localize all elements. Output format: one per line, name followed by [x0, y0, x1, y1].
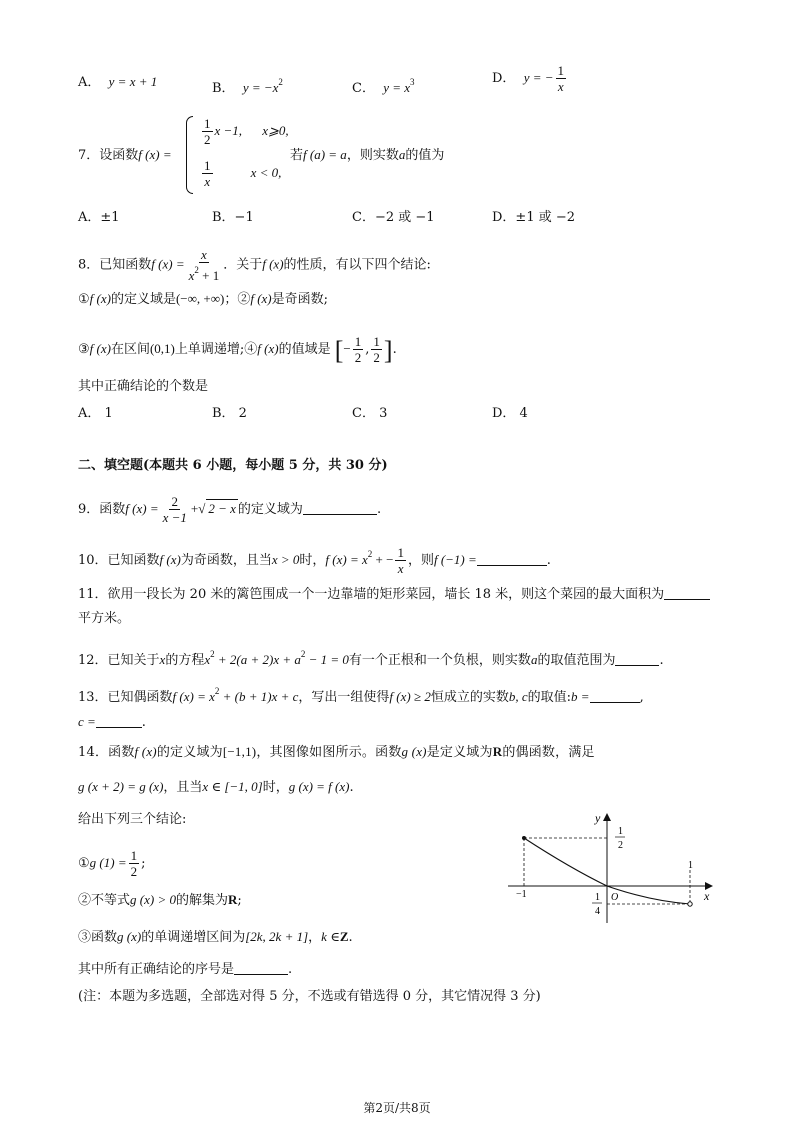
q7-tail: 若f (a) = a，则实数a的值为 [290, 147, 445, 163]
q8-option-d: D． 4 [492, 406, 528, 421]
q6-option-d: D． y = − $\frac{1}{x}$ [492, 63, 565, 94]
label-neg-one: −1 [516, 889, 527, 900]
label-quarter-den: 4 [595, 906, 600, 917]
q14-note: (注：本题为多选题，全部选对得 5 分，不选或有错选得 0 分，其它情况得 3 分) [78, 989, 541, 1004]
q12-answer-blank[interactable] [615, 651, 659, 666]
label-one: 1 [688, 860, 693, 871]
q6-option-b: B． $y = -x^2$ [212, 77, 283, 96]
label-half-den: 2 [618, 840, 623, 851]
q14-conclusion-1: ①g (1) = $\frac{1}{2}$ ; [78, 848, 146, 879]
q6-option-a: A． y = x + 1 [78, 74, 158, 90]
q13-line-1: 13．已知偶函数f $(x) = x^2 + (b + 1)x + c$，写出一组使得f (x) ≥ 2恒成立的实数b, c的取值:b = , [78, 686, 644, 705]
q13-b-blank[interactable] [590, 688, 640, 703]
q8-question: 其中正确结论的个数是 [78, 379, 209, 394]
q13-c-blank[interactable] [96, 713, 142, 728]
q7-stem: 7．设函数f (x) = [78, 147, 172, 163]
origin-label: O [611, 892, 619, 903]
q14-answer-blank[interactable] [234, 960, 288, 975]
y-axis-label: y [595, 811, 601, 825]
q7-option-c: C．−2 或 −1 [352, 210, 435, 225]
q8-conclusions-3-4: ③f (x)在区间(0,1)上单调递增;④f (x)的值域是 [− $\frac{1}{2}$ , $\frac{1}{2}$ ]. [78, 334, 397, 365]
q7-option-b: B．−1 [212, 210, 254, 225]
x-axis-label: x [704, 889, 710, 903]
endpoint-right [688, 902, 692, 906]
q14-question: 其中所有正确结论的序号是 . [78, 962, 293, 977]
q7-case-1: $\frac{1}{2}$ x −1, x⩾0, [204, 116, 289, 147]
q14-intro: 给出下列三个结论: [78, 812, 187, 827]
q14-line-1: 14．函数f (x)的定义域为[−1,1)，其图像如图所示。函数g (x)是定义域为R的偶函数，满足 [78, 744, 595, 760]
q14-conclusion-3: ③函数g (x)的单调递增区间为[2k, 2k + 1]，k ∈Z. [78, 929, 353, 945]
q11-line-1: 11．欲用一段长为 20 米的篱笆围成一个一边靠墙的矩形菜园，墙长 18 米，则这个菜园的最大面积为 [78, 585, 710, 604]
q14-conclusion-2: ②不等式g (x) > 0的解集为R; [78, 892, 242, 908]
q8-stem: 8．已知函数f (x) = $\frac{x}{x^2 + 1}$ ．关于f (x)的性质，有以下四个结论: [78, 247, 431, 283]
page-number: 第2页/共8页 [363, 1101, 431, 1115]
q10: 10．已知函数f (x)为奇函数，且当x > 0时，f $(x) = x^2$ + − $\frac{1}{x}$ ，则f (−1) = . [78, 545, 551, 576]
section-2-title: 二、填空题(本题共 6 小题，每小题 5 分，共 30 分) [78, 458, 388, 473]
q9-answer-blank[interactable] [303, 500, 377, 515]
q7-option-a: A．±1 [78, 210, 120, 225]
endpoint-left [522, 836, 526, 840]
q8-conclusions-1-2: ①f (x)的定义域是(−∞, +∞)；②f (x)是奇函数; [78, 291, 329, 307]
q11-answer-blank[interactable] [664, 585, 710, 600]
function-graph [500, 808, 730, 928]
q14-line-2: g (x + 2) = g (x)，且当x ∈ [−1, 0]时，g (x) = f (x). [78, 779, 354, 795]
label-quarter-num: 1 [595, 892, 600, 903]
q8-option-c: C． 3 [352, 406, 388, 421]
label-half-num: 1 [618, 826, 623, 837]
q9: 9．函数f (x) = $\frac{2}{x -1}$ +√ 2 − x 的定义域为 . [78, 494, 382, 525]
q12: 12．已知关于x的方程$x^2 + 2(a + 2)x + a^2 - 1 = 0$有一个正根和一个负根，则实数a的取值范围为 . [78, 649, 664, 668]
q8-option-a: A． 1 [78, 406, 113, 421]
q8-option-b: B． 2 [212, 406, 247, 421]
q7-case-2: $\frac{1}{x}$ x < 0, [204, 158, 282, 189]
q7-brace [186, 116, 193, 194]
q13-line-2: c = . [78, 714, 146, 730]
q11-line-2: 平方米。 [78, 611, 131, 626]
q7-option-d: D．±1 或 −2 [492, 210, 576, 225]
q6-option-c: C． $y = x^3$ [352, 77, 415, 96]
q10-answer-blank[interactable] [477, 551, 547, 566]
